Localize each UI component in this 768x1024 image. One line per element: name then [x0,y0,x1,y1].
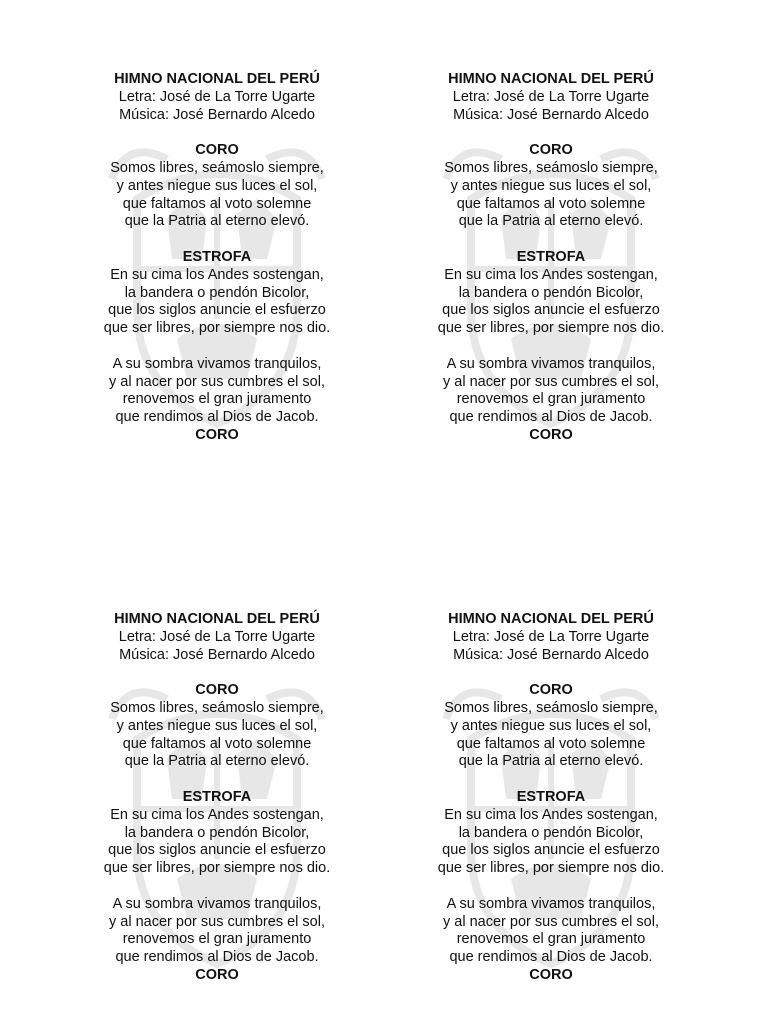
verse-line: que rendimos al Dios de Jacob. [115,409,319,426]
verse-line: A su sombra vivamos tranquilos, [112,895,322,912]
chorus-line: Somos libres, seámoslo siempre, [444,159,658,176]
composer-credit: Música: José Bernardo Alcedo [453,646,649,663]
chorus-line: y antes niegue sus luces el sol, [116,177,318,194]
lyricist-credit: Letra: José de La Torre Ugarte [452,88,650,105]
verse-line: la bandera o pendón Bicolor, [458,824,644,841]
verse-line: En su cima los Andes sostengan, [444,806,658,823]
anthem-title: HIMNO NACIONAL DEL PERÚ [114,71,320,87]
verse-line: la bandera o pendón Bicolor, [124,284,310,301]
lyricist-credit: Letra: José de La Torre Ugarte [118,88,316,105]
anthem-title: HIMNO NACIONAL DEL PERÚ [114,611,320,627]
verse-heading: ESTROFA [516,248,586,265]
end-chorus-heading: CORO [195,966,239,983]
verse-line: que ser libres, por siempre nos dio. [437,860,665,877]
verse-line: A su sombra vivamos tranquilos, [446,895,656,912]
chorus-line: y antes niegue sus luces el sol, [450,717,652,734]
chorus-line: Somos libres, seámoslo siempre, [110,159,324,176]
chorus-line: que la Patria al eterno elevó. [124,213,310,230]
verse-line: renovemos el gran juramento [122,391,312,408]
verse-line: En su cima los Andes sostengan, [110,806,324,823]
chorus-line: que faltamos al voto solemne [456,735,646,752]
chorus-line: que la Patria al eterno elevó. [124,753,310,770]
chorus-line: que faltamos al voto solemne [456,195,646,212]
anthem-card [67,611,367,985]
anthem-title: HIMNO NACIONAL DEL PERÚ [448,611,654,627]
verse-line: renovemos el gran juramento [122,931,312,948]
anthem-card [401,611,701,985]
verse-line: que rendimos al Dios de Jacob. [449,409,653,426]
verse-line: y al nacer por sus cumbres el sol, [443,373,659,390]
verse-heading: ESTROFA [182,248,252,265]
verse-line: que rendimos al Dios de Jacob. [115,949,319,966]
verse-line: que rendimos al Dios de Jacob. [449,949,653,966]
lyricist-credit: Letra: José de La Torre Ugarte [452,628,650,645]
anthem-title: HIMNO NACIONAL DEL PERÚ [448,71,654,87]
chorus-line: y antes niegue sus luces el sol, [450,177,652,194]
verse-line: y al nacer por sus cumbres el sol, [443,913,659,930]
verse-line: y al nacer por sus cumbres el sol, [109,373,325,390]
verse-line: renovemos el gran juramento [456,931,646,948]
verse-line: A su sombra vivamos tranquilos, [112,355,322,372]
end-chorus-heading: CORO [529,966,573,983]
composer-credit: Música: José Bernardo Alcedo [119,106,315,123]
verse-heading: ESTROFA [182,788,252,805]
chorus-line: que faltamos al voto solemne [122,195,312,212]
verse-line: la bandera o pendón Bicolor, [458,284,644,301]
chorus-line: que faltamos al voto solemne [122,735,312,752]
composer-credit: Música: José Bernardo Alcedo [453,106,649,123]
verse-line: renovemos el gran juramento [456,391,646,408]
end-chorus-heading: CORO [529,426,573,443]
verse-line: que ser libres, por siempre nos dio. [437,320,665,337]
verse-line: En su cima los Andes sostengan, [444,266,658,283]
verse-line: En su cima los Andes sostengan, [110,266,324,283]
anthem-card [67,71,367,445]
verse-line: y al nacer por sus cumbres el sol, [109,913,325,930]
chorus-heading: CORO [195,682,239,699]
chorus-line: que la Patria al eterno elevó. [458,753,644,770]
verse-line: que los siglos anuncie el esfuerzo [108,842,326,859]
chorus-heading: CORO [529,142,573,159]
lyricist-credit: Letra: José de La Torre Ugarte [118,628,316,645]
chorus-line: y antes niegue sus luces el sol, [116,717,318,734]
verse-line: la bandera o pendón Bicolor, [124,824,310,841]
verse-line: que ser libres, por siempre nos dio. [103,320,331,337]
chorus-line: Somos libres, seámoslo siempre, [110,699,324,716]
anthem-card [401,71,701,445]
verse-heading: ESTROFA [516,788,586,805]
verse-line: que ser libres, por siempre nos dio. [103,860,331,877]
chorus-line: Somos libres, seámoslo siempre, [444,699,658,716]
chorus-heading: CORO [195,142,239,159]
verse-line: A su sombra vivamos tranquilos, [446,355,656,372]
verse-line: que los siglos anuncie el esfuerzo [108,302,326,319]
chorus-line: que la Patria al eterno elevó. [458,213,644,230]
verse-line: que los siglos anuncie el esfuerzo [442,302,660,319]
chorus-heading: CORO [529,682,573,699]
end-chorus-heading: CORO [195,426,239,443]
composer-credit: Música: José Bernardo Alcedo [119,646,315,663]
verse-line: que los siglos anuncie el esfuerzo [442,842,660,859]
